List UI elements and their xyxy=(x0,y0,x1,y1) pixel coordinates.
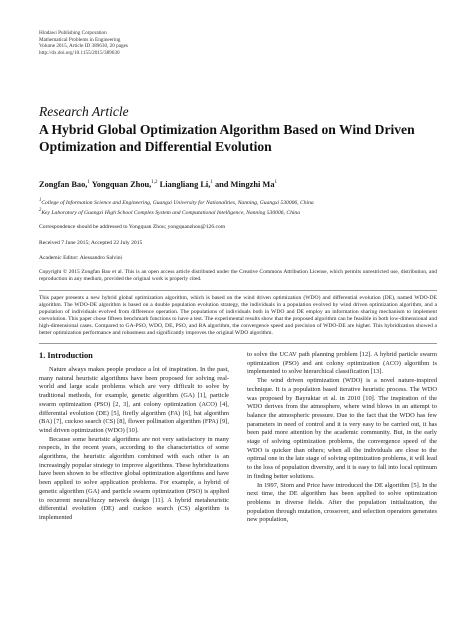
body-paragraph: Nature always makes people produce a lot of inspiration. In the past, many natural heuristic algorithms have been proposed for solving real-world and large scale problems which are very difficult to solve by traditional methods, for example, genetic algorithm (GA) [1], particle swarm optimization (PSO) [2, 3], ant colony optimization (ACO) [4], differential evolution (DE) [5], firefly algorithm (FA) [6], bat algorithm (BA) [7], cuckoo search (CS) [8], flower pollination algorithm (FPA) [9], wind driven optimization (WDO) [10]. xyxy=(39,366,229,434)
author-affil-sup: 1 xyxy=(210,180,213,186)
body-paragraph: In 1997, Storn and Price have introduced the DE algorithm [5]. In the next time, the DE algorithm has been applied to solve optimization problems in diverse fields. After the population initialization, the population through mutation, crossover, and selection operators generates new population, xyxy=(247,481,437,524)
journal-name: Mathematical Problems in Engineering xyxy=(39,36,121,43)
article-title: A Hybrid Global Optimization Algorithm Based on Wind Driven Optimization and Differential Evolution xyxy=(39,122,415,154)
author-list xyxy=(39,180,277,189)
body-paragraph: The wind driven optimization (WDO) is a novel nature-inspired technique. It is a population based iterative heuristic process. The WDO was proposed by Bayraktar et al. in 2010 [10]. The inspiration of the WDO derives from the atmosphere, where wind blows in an attempt to balance the atmospheric pressure. Due to the fact that the WDO has few parameters in need of control and it is very easy to be carried out, it has been paid more attention by the academic community. But, in the early stage of solving optimization problems, the convergence speed of the WDO is quicker than others; when all the individuals are close to the optimal one in the late stage of solving optimization problems, it will lead to the loss of population diversity, and it is easy to fall into local optimum in finding better solutions. xyxy=(247,377,437,480)
abstract: This paper presents a new hybrid global optimization algorithm, which is based on the wind driven optimization (WDO) and differential evolution (DE), named WDO-DE algorithm. The WDO-DE algorithm is based on a double population evolution strategy, the individuals in a population evolved by wind driven optimization algorithm, and a population of individuals evolved from difference operation. The populations of individuals both in WDO and DE employ an information sharing mechanism to implement coevolution. This paper chose fifteen benchmark functions to have a test. The experimental results show that the proposed algorithm can be feasible in both low-dimensional and high-dimensional cases. Compared to GA-PSO, WDO, DE, PSO, and BA algorithm, the convergence speed and precision of WDO-DE are higher. This hybridization showed a better optimization performance and robustness and significantly improves the original WDO algorithm. xyxy=(39,295,437,336)
author-name: and Mingzhi Ma xyxy=(212,180,275,189)
affiliation-1 xyxy=(39,197,439,207)
correspondence: Correspondence should be addressed to Yongquan Zhou; yongquanzhou@126.com xyxy=(39,224,226,230)
body-paragraph: to solve the UCAV path planning problem [12]. A hybrid particle swarm optimization (PSO) and ant colony optimization (ACO) algorithm is implemented to solve hierarchical classification [13]. xyxy=(247,351,437,376)
copyright-notice: Copyright © 2015 Zongfan Bao et al. This is an open access article distributed under the Creative Commons Attribution License, which permits unrestricted use, distribution, and reproduction in any medium, provided the original work is properly cited. xyxy=(39,269,437,282)
section-heading: 1. Introduction xyxy=(39,351,93,360)
received-accepted-dates: Received 7 June 2015; Accepted 22 July 2015 xyxy=(39,240,143,246)
article-type: Research Article xyxy=(39,104,129,119)
doi-link[interactable]: http://dx.doi.org/10.1155/2015/389630 xyxy=(39,49,120,56)
affiliation-2 xyxy=(39,207,439,217)
journal-header xyxy=(39,30,128,56)
affiliation-sup: 2 xyxy=(39,207,42,213)
right-column xyxy=(247,351,437,525)
affiliations xyxy=(39,197,439,217)
author-name: Liangliang Li, xyxy=(157,180,211,189)
author-name: Zongfan Bao, xyxy=(39,180,88,189)
volume-line: Volume 2015, Article ID 389630, 20 pages xyxy=(39,43,128,50)
academic-editor: Academic Editor: Alessandro Salvini xyxy=(39,255,123,261)
author-affil-sup: 1,2 xyxy=(151,180,158,186)
affiliation-text: Key Laboratory of Guangxi High School Complex System and Computational Intelligence, Nanning 530006, China xyxy=(41,209,301,216)
affiliation-sup: 1 xyxy=(39,198,42,203)
affiliation-text: College of Information Science and Engineering, Guangxi University for Nationalities, Nanning, Guangxi 530006, China xyxy=(41,199,314,206)
author-name: Yongquan Zhou, xyxy=(89,180,152,189)
divider xyxy=(39,290,437,291)
body-paragraph: Because some heuristic algorithms are not very satisfactory in many respects, in the recent years, according to the characteristics of some algorithms, the heuristic algorithm combined with each other is an increasingly popular strategy to improve algorithms. These hybridizations have been shown to be effective global optimization algorithms and have been applied to solve application problems. For example, a hybrid of genetic algorithm (GA) and particle swarm optimization (PSO) is applied to recurrent neural/fuzzy network design [11]. A hybrid metaheuristic differential evolution (DE) and cuckoo search (CS) algorithm is implemented xyxy=(39,435,229,521)
author-affil-sup: 1 xyxy=(87,180,90,186)
left-column xyxy=(39,366,229,523)
divider xyxy=(39,343,437,344)
author-affil-sup: 1 xyxy=(274,180,278,186)
publisher-name: Hindawi Publishing Corporation xyxy=(39,30,107,36)
